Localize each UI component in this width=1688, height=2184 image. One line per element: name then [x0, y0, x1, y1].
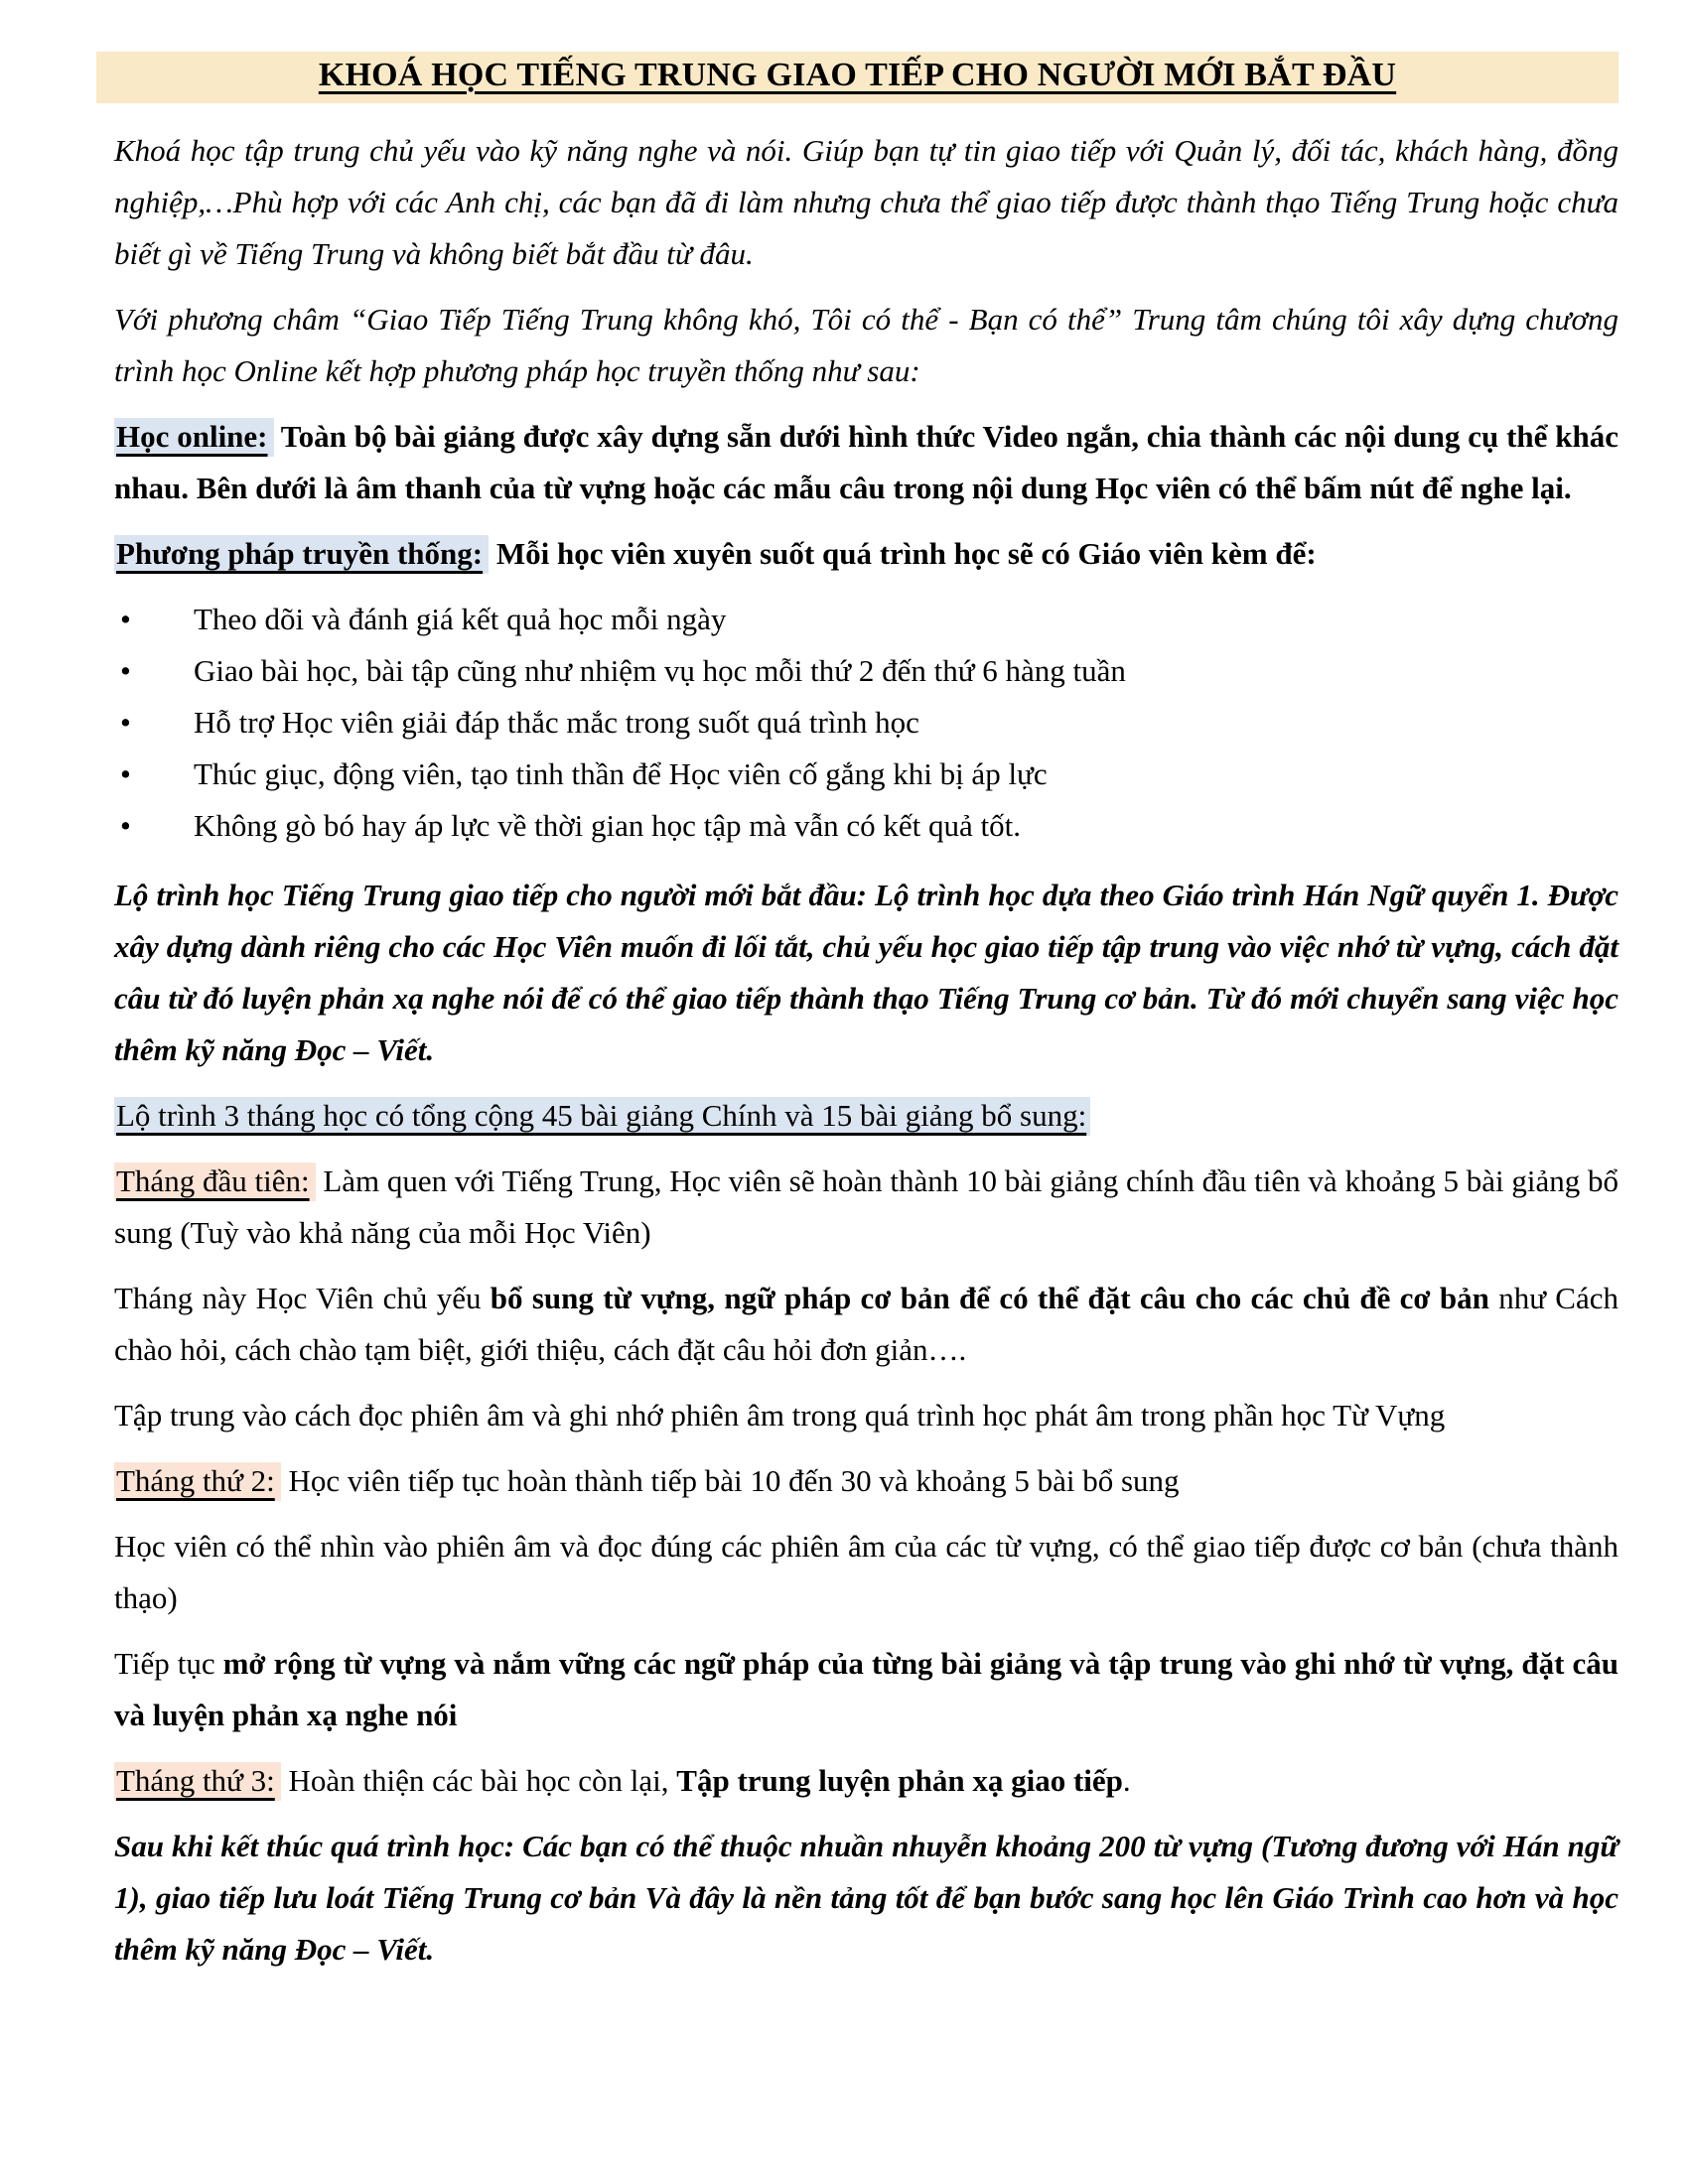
online-section-body: Toàn bộ bài giảng được xây dựng sẵn dưới hình thức Video ngắn, chia thành các nội dung cụ thể khác nhau. Bên dưới là âm thanh của từ vựng hoặc các mẫu câu trong nội dung Học viên có thể bấm nút để nghe lại.: [114, 419, 1618, 505]
plan-heading-text: Lộ trình 3 tháng học có tổng cộng 45 bài giảng Chính và 15 bài giảng bổ sung:: [114, 1097, 1090, 1136]
month1-body: Làm quen với Tiếng Trung, Học viên sẽ hoàn thành 10 bài giảng chính đầu tiên và khoảng 5 bài giảng bổ sung (Tuỳ vào khả năng của mỗi Học Viên): [114, 1163, 1618, 1250]
intro-paragraph-1: Khoá học tập trung chủ yếu vào kỹ năng nghe và nói. Giúp bạn tự tin giao tiếp với Quản lý, đối tác, khách hàng, đồng nghiệp,…Phù hợp với các Anh chị, các bạn đã đi làm nhưng chưa thể giao tiếp được thành thạo Tiếng Trung hoặc chưa biết gì về Tiếng Trung và không biết bắt đầu từ đâu.: [114, 133, 1618, 271]
traditional-section-paragraph: [114, 528, 1618, 580]
month1-lead: Tháng đầu tiên:: [114, 1162, 316, 1201]
month1-note-paragraph: Tập trung vào cách đọc phiên âm và ghi nhớ phiên âm trong quá trình học phát âm trong phần học Từ Vựng: [114, 1398, 1446, 1433]
list-item-text: Hỗ trợ Học viên giải đáp thắc mắc trong suốt quá trình học: [194, 705, 919, 740]
month3-pre: Hoàn thiện các bài học còn lại,: [280, 1763, 677, 1798]
month2-body: Học viên tiếp tục hoàn thành tiếp bài 10 đến 30 và khoảng 5 bài bổ sung: [280, 1463, 1180, 1498]
online-section-lead: Học online:: [114, 418, 274, 457]
page-title: KHOÁ HỌC TIẾNG TRUNG GIAO TIẾP CHO NGƯỜI MỚI BẮT ĐẦU: [318, 57, 1397, 93]
month2-focus-pre: Tiếp tục: [114, 1646, 223, 1681]
list-item-text: Không gò bó hay áp lực về thời gian học tập mà vẫn có kết quả tốt.: [194, 808, 1021, 843]
plan-heading: [114, 1090, 1618, 1142]
outcome-paragraph: Sau khi kết thúc quá trình học: Các bạn có thể thuộc nhuần nhuyễn khoảng 200 từ vựng (Tương đương với Hán ngữ 1), giao tiếp lưu loát Tiếng Trung cơ bản Và đây là nền tảng tốt để bạn bước sang học lên Giáo Trình cao hơn và học thêm kỹ năng Đọc – Viết.: [114, 1829, 1618, 1967]
teacher-support-list: [114, 594, 1618, 852]
month3-paragraph: [114, 1755, 1618, 1807]
month3-post: .: [1122, 1763, 1131, 1798]
list-item: [114, 594, 1618, 645]
title-band: [96, 52, 1618, 103]
list-item-text: Thúc giục, động viên, tạo tinh thần để Học viên cố gắng khi bị áp lực: [194, 756, 1048, 791]
month1-paragraph: [114, 1156, 1618, 1259]
list-item: [114, 749, 1618, 800]
online-section-paragraph: [114, 411, 1618, 514]
bullet-icon: •: [120, 653, 131, 688]
bullet-icon: •: [120, 705, 131, 740]
month3-lead: Tháng thứ 3:: [114, 1762, 281, 1801]
traditional-section-body: Mỗi học viên xuyên suốt quá trình học sẽ có Giáo viên kèm để:: [489, 536, 1317, 571]
month2-paragraph: [114, 1455, 1618, 1507]
month2-focus-paragraph: [114, 1638, 1618, 1741]
month1-focus-bold: bổ sung từ vựng, ngữ pháp cơ bản để có thể đặt câu cho các chủ đề cơ bản: [490, 1281, 1489, 1315]
bullet-icon: •: [120, 602, 131, 636]
list-item-text: Giao bài học, bài tập cũng như nhiệm vụ học mỗi thứ 2 đến thứ 6 hàng tuần: [194, 653, 1126, 688]
month1-focus-pre: Tháng này Học Viên chủ yếu: [114, 1281, 491, 1315]
list-item: [114, 645, 1618, 697]
list-item: [114, 697, 1618, 749]
month1-focus-paragraph: [114, 1273, 1618, 1376]
list-item: [114, 800, 1618, 852]
month2-note-paragraph: Học viên có thể nhìn vào phiên âm và đọc đúng các phiên âm của các từ vựng, có thể giao tiếp được cơ bản (chưa thành thạo): [114, 1529, 1618, 1615]
month2-focus-bold: mở rộng từ vựng và nắm vững các ngữ pháp của từng bài giảng và tập trung vào ghi nhớ từ vựng, đặt câu và luyện phản xạ nghe nói: [114, 1646, 1619, 1732]
month3-bold: Tập trung luyện phản xạ giao tiếp: [676, 1763, 1123, 1798]
bullet-icon: •: [120, 808, 131, 843]
month1-focus-post: như Cách chào hỏi, cách chào tạm biệt, giới thiệu, cách đặt câu hỏi đơn giản….: [114, 1281, 1618, 1367]
traditional-section-lead: Phương pháp truyền thống:: [114, 535, 489, 574]
roadmap-paragraph: Lộ trình học Tiếng Trung giao tiếp cho người mới bắt đầu: Lộ trình học dựa theo Giáo trình Hán Ngữ quyển 1. Được xây dựng dành riêng cho các Học Viên muốn đi lối tắt, chủ yếu học giao tiếp tập trung vào việc nhớ từ vựng, cách đặt câu từ đó luyện phản xạ nghe nói để có thể giao tiếp thành thạo Tiếng Trung cơ bản. Từ đó mới chuyển sang việc học thêm kỹ năng Đọc – Viết.: [114, 878, 1618, 1067]
intro-paragraph-2: Với phương châm “Giao Tiếp Tiếng Trung không khó, Tôi có thể - Bạn có thể” Trung tâm chúng tôi xây dựng chương trình học Online kết hợp phương pháp học truyền thống như sau:: [114, 302, 1618, 388]
month2-lead: Tháng thứ 2:: [114, 1462, 281, 1501]
list-item-text: Theo dõi và đánh giá kết quả học mỗi ngày: [194, 602, 727, 636]
bullet-icon: •: [120, 756, 131, 791]
